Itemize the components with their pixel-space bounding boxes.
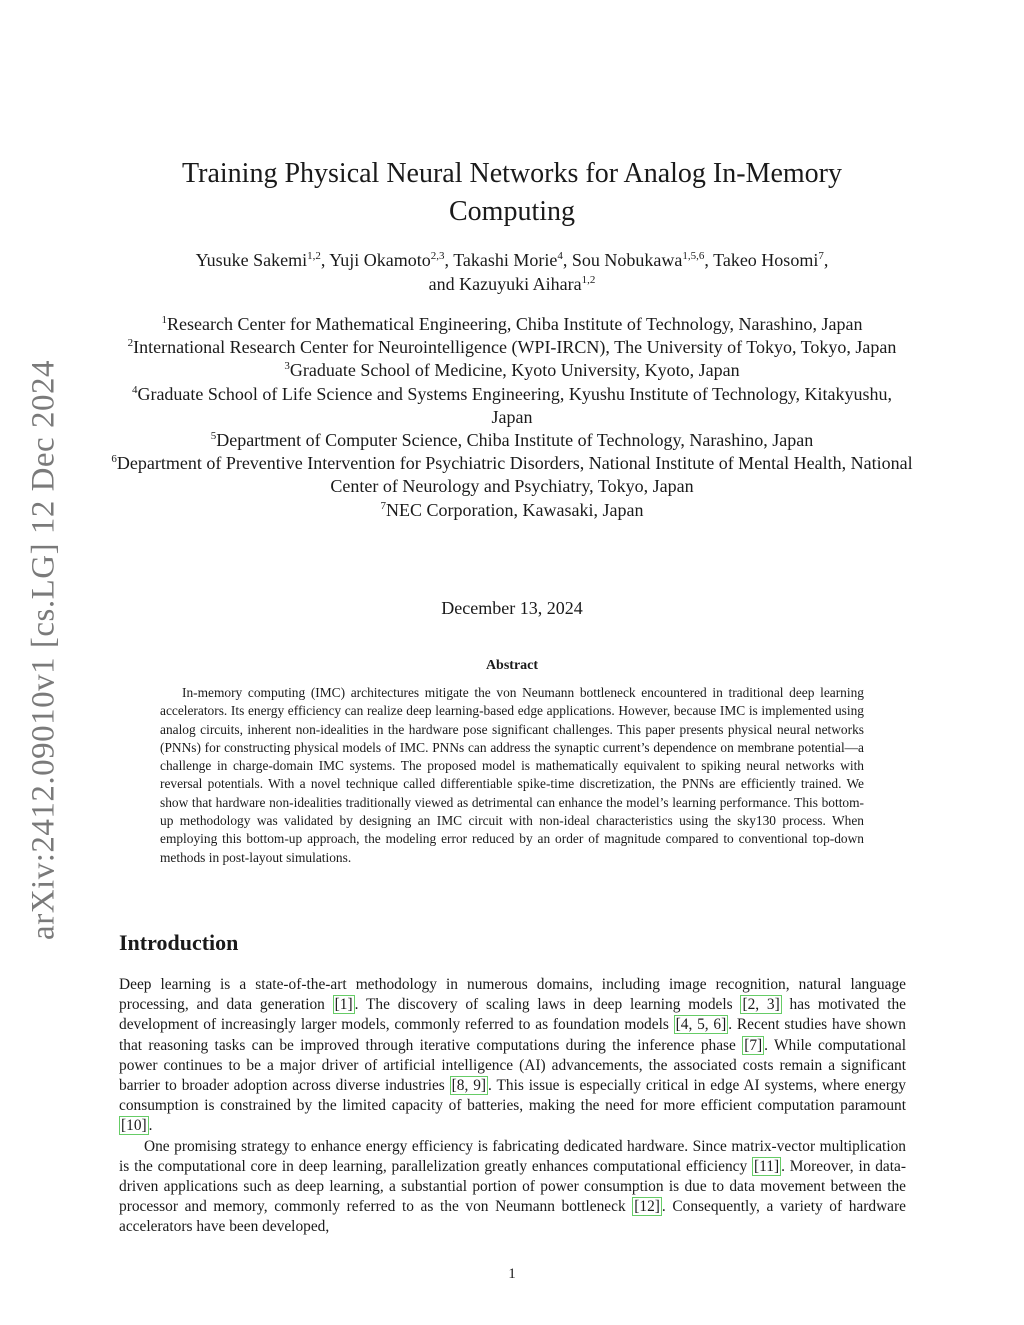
- section-heading-introduction: Introduction: [119, 930, 239, 955]
- citation-link[interactable]: [1]: [334, 996, 353, 1014]
- affiliation-marker: 3: [284, 360, 290, 373]
- author-list: Yusuke Sakemi$^{1,2}$, Yuji Okamoto$^{2,3}$, Takashi Morie$^4$, Sou Nobukawa$^{1,5,6}$, Takeo Hosomi$^7$, and Kazuyuki Aihara$^{1,2}$: [195, 250, 829, 294]
- citation-link[interactable]: [10]: [121, 1117, 147, 1135]
- citation-link[interactable]: [2, 3]: [742, 996, 780, 1014]
- author-name: Yuji Okamoto: [329, 250, 431, 270]
- affiliation-marker: 2: [127, 337, 134, 350]
- affiliation: [110, 359, 914, 382]
- affiliation-marker: 4: [131, 383, 138, 396]
- affiliation-text: International Research Center for Neurointelligence (WPI-IRCN), The University of Tokyo, Tokyo, Japan: [133, 337, 897, 358]
- citation-link[interactable]: [4, 5, 6]: [675, 1016, 727, 1034]
- introduction-body: [119, 975, 906, 1238]
- author-name: Takashi Morie: [453, 250, 558, 270]
- arxiv-identifier: arXiv:2412.09010v1 [cs.LG] 12 Dec 2024: [25, 360, 62, 940]
- abstract-body: In-memory computing (IMC) architectures mitigate the von Neumann bottleneck encountered in traditional deep learning accelerators. Its energy efficiency can realize deep learning-based edge applications. However, because IMC is implemented using analog circuits, inherent non-idealities in the hardware pose significant challenges. This paper presents physical neural networks (PNNs) for constructing physical models of IMC. PNNs can address the synaptic current’s dependence on membrane potential—a challenge in charge-domain IMC systems. The proposed model is mathematically equivalent to spiking neural networks with reversal potentials. With a novel technique called differentiable spike-time discretization, the PNNs are efficiently trained. We show that hardware non-idealities traditionally viewed as detrimental can enhance the model’s learning performance. This bottom-up methodology was validated by designing an IMC circuit with non-ideal characteristics using the sky130 process. When employing this bottom-up approach, the modeling error reduced by an order of magnitude compared to conventional top-down methods in post-layout simulations.: [160, 685, 864, 865]
- author-affiliation-marker: 7: [818, 250, 824, 262]
- citation-link[interactable]: [8, 9]: [451, 1077, 487, 1095]
- author-affiliation-marker: 1,5,6: [682, 250, 705, 262]
- body-paragraph: Deep learning is a state-of-the-art methodology in numerous domains, including image recognition, natural language processing, and data generation [1] . The discovery of scaling laws in deep learning models [2, 3] has motivated the development of increasingly larger models, commonly referred to as foundation models [4, 5, 6] . Recent studies have shown that reasoning tasks can be improved through iterative computations during the inference phase [7] . While computational power continues to be a major driver of artificial intelligence (AI) advancements, the associated costs remain a significant barrier to broader adoption across diverse industries [8, 9] . This issue is especially critical in edge AI systems, where energy consumption is constrained by the limited capacity of batteries, making the need for more efficient computation paramount [10] .: [119, 976, 907, 1135]
- body-paragraph: One promising strategy to enhance energy efficiency is fabricating dedicated hardware. Since matrix-vector multiplication is the computational core in deep learning, parallelization greatly enhances computational efficiency [11] . Moreover, in data-driven applications such as deep learning, a substantial portion of power consumption is due to data movement between the processor and memory, commonly referred to as the von Neumann bottleneck [12] . Consequently, a variety of hardware accelerators have been developed,: [119, 1137, 906, 1236]
- author-name: Yusuke Sakemi: [195, 250, 308, 270]
- affiliation-marker: 7: [380, 499, 387, 512]
- affiliation: [110, 499, 914, 522]
- arxiv-side-stamp: [14, 355, 74, 945]
- affiliation: [110, 336, 914, 359]
- affiliation-marker: 6: [111, 453, 117, 466]
- affiliation-text: Department of Preventive Intervention for Psychiatric Disorders, National Institute of Mental Health, National Center of Neurology and Psychiatry, Tokyo, Japan: [116, 453, 913, 497]
- affiliation: [110, 452, 914, 498]
- author-name: Sou Nobukawa: [571, 250, 683, 270]
- author-name: Kazuyuki Aihara: [459, 274, 582, 294]
- author-name: Takeo Hosomi: [713, 250, 819, 270]
- affiliation: [110, 383, 914, 429]
- citation-link[interactable]: [12]: [634, 1198, 660, 1216]
- affiliation-marker: 5: [210, 430, 217, 443]
- abstract-heading: Abstract: [485, 658, 539, 673]
- affiliation: [110, 429, 914, 452]
- affiliation-list: [110, 313, 914, 522]
- citation-link[interactable]: [7]: [744, 1036, 763, 1054]
- affiliation-text: Department of Computer Science, Chiba Institute of Technology, Narashino, Japan: [216, 430, 814, 451]
- citation-link[interactable]: [11]: [754, 1157, 780, 1175]
- page-number: 1: [508, 1266, 516, 1282]
- affiliation-text: Graduate School of Life Science and Systems Engineering, Kyushu Institute of Technology, Kitakyushu, Japan: [137, 383, 893, 427]
- author-affiliation-marker: 1,2: [581, 274, 596, 286]
- affiliation-text: Graduate School of Medicine, Kyoto University, Kyoto, Japan: [289, 360, 740, 381]
- publication-date: December 13, 2024: [441, 598, 583, 618]
- paper-title: Training Physical Neural Networks for Analog In-Memory Computing: [182, 158, 842, 227]
- author-affiliation-marker: 1,2: [307, 250, 321, 262]
- affiliation-marker: 1: [161, 314, 167, 326]
- author-affiliation-marker: 4: [557, 250, 563, 262]
- affiliation: [110, 313, 914, 336]
- affiliation-text: NEC Corporation, Kawasaki, Japan: [386, 499, 644, 520]
- affiliation-text: Research Center for Mathematical Engineering, Chiba Institute of Technology, Narashino, Japan: [166, 314, 863, 334]
- author-affiliation-marker: 2,3: [430, 250, 445, 262]
